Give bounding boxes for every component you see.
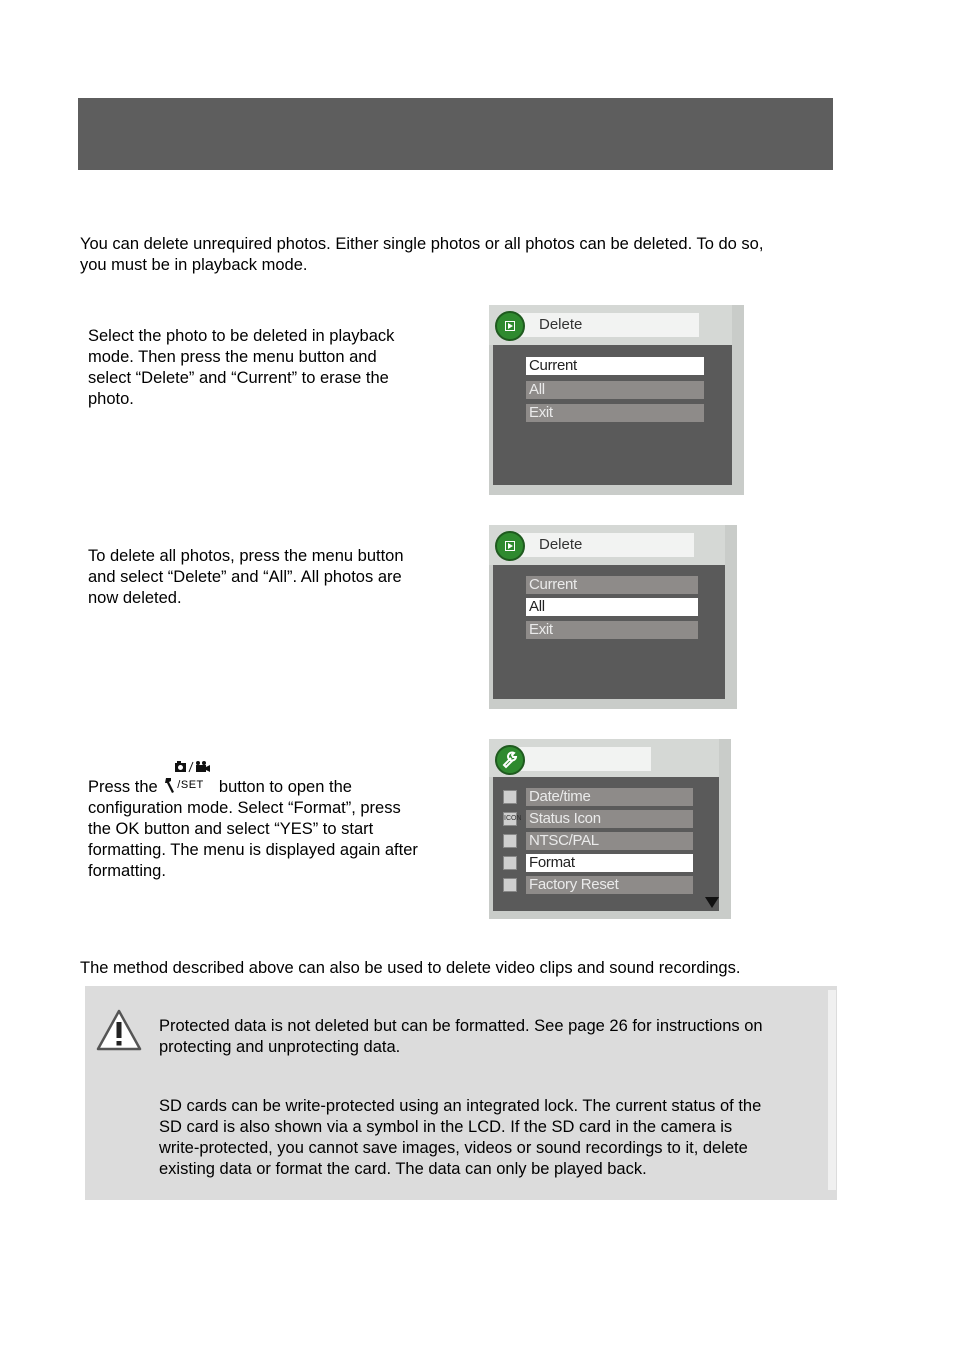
text-line: select “Delete” and “Current” to erase the: [88, 369, 389, 387]
delete-current-screen: [489, 305, 744, 495]
configuration-screen: [489, 739, 731, 919]
menu-item-exit[interactable]: Exit: [526, 621, 698, 639]
intro-line-2: you must be in playback mode.: [80, 256, 308, 274]
menu-set-button-icon: [162, 777, 214, 793]
text-line: configuration mode. Select “Format”, press: [88, 799, 401, 817]
text-line: write-protected, you cannot save images, videos or sound recordings to it, delete: [159, 1139, 748, 1157]
menu-item-format[interactable]: Format: [526, 854, 693, 872]
menu-item-all[interactable]: All: [526, 381, 704, 399]
menu-item-date-time[interactable]: Date/time: [526, 788, 693, 806]
set-button-label: /SET: [177, 779, 204, 791]
text-line: the OK button and select “YES” to start: [88, 820, 374, 838]
text-line: mode. Then press the menu button and: [88, 348, 377, 366]
screen-frame: [489, 485, 744, 495]
menu-item-current[interactable]: Current: [526, 357, 704, 375]
trash-icon: [503, 856, 517, 870]
scroll-down-icon[interactable]: [705, 897, 719, 908]
text-line: [88, 777, 458, 798]
text-fragment: Press the: [88, 778, 158, 796]
screen-frame: [725, 525, 737, 709]
playback-icon: [495, 531, 525, 561]
menu-item-ntsc-pal[interactable]: NTSC/PAL: [526, 832, 693, 850]
note-paragraph-sd-card: [159, 1096, 829, 1180]
warning-icon: [95, 1008, 143, 1057]
text-line: formatting.: [88, 862, 166, 880]
text-line: photo.: [88, 390, 134, 408]
intro-line-1: You can delete unrequired photos. Either single photos or all photos can be deleted. To do so,: [80, 235, 764, 253]
menu-item-all[interactable]: All: [526, 598, 698, 616]
screen-frame: [732, 305, 744, 495]
text-line: and select “Delete” and “All”. All photos are: [88, 568, 402, 586]
screen-frame: [489, 911, 731, 919]
text-line: To delete all photos, press the menu button: [88, 547, 404, 565]
intro-paragraph: [80, 234, 860, 276]
step-delete-current-text: [88, 326, 458, 410]
status-icon-icon: ICON: [503, 812, 517, 826]
menu-item-exit[interactable]: Exit: [526, 404, 704, 422]
step-delete-all-text: [88, 546, 458, 609]
text-line: SD cards can be write-protected using an integrated lock. The current status of the: [159, 1097, 762, 1115]
menu-item-current[interactable]: Current: [526, 576, 698, 594]
outro-paragraph: The method described above can also be used to delete video clips and sound recordings.: [80, 959, 741, 977]
screen-title: Delete: [501, 533, 694, 557]
text-line: SD card is also shown via a symbol in the LCD. If the SD card in the camera is: [159, 1118, 733, 1136]
text-line: now deleted.: [88, 589, 182, 607]
tv-icon: [503, 834, 517, 848]
text-line: Select the photo to be deleted in playback: [88, 327, 395, 345]
play-glyph-icon: [505, 321, 515, 331]
text-line: formatting. The menu is displayed again after: [88, 841, 418, 859]
section-header-bar: [78, 98, 833, 170]
wrench-icon: [495, 745, 525, 775]
delete-all-screen: [489, 525, 737, 709]
step-format-text: [88, 777, 458, 882]
text-line: Protected data is not deleted but can be formatted. See page 26 for instructions on: [159, 1017, 763, 1035]
menu-item-factory-reset[interactable]: Factory Reset: [526, 876, 693, 894]
text-fragment: button to open the: [218, 778, 352, 796]
screen-frame: [489, 699, 737, 709]
play-glyph-icon: [505, 541, 515, 551]
note-paragraph-protected: [159, 1016, 829, 1058]
text-line: existing data or format the card. The data can only be played back.: [159, 1160, 647, 1178]
playback-icon: [495, 311, 525, 341]
note-box-edge: [828, 990, 836, 1190]
text-line: protecting and unprotecting data.: [159, 1038, 401, 1056]
menu-item-status-icon[interactable]: Status Icon: [526, 810, 693, 828]
screen-frame: [719, 739, 731, 919]
calendar-icon: [503, 790, 517, 804]
reset-icon: [503, 878, 517, 892]
screen-title: Delete: [501, 313, 699, 337]
